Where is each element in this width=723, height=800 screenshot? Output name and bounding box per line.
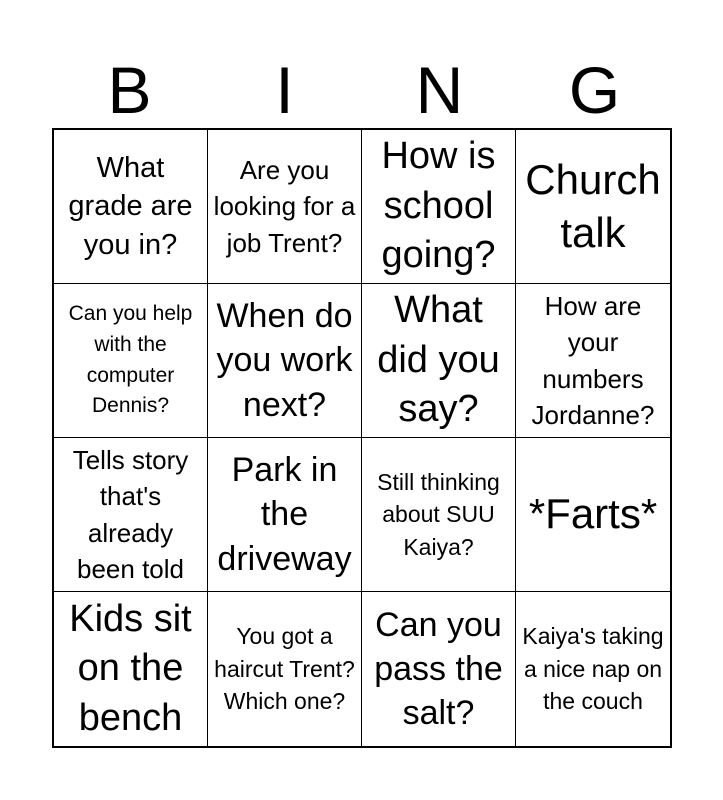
cell-text: How is school going? bbox=[381, 135, 496, 277]
cell-text: Church talk bbox=[525, 156, 661, 256]
cell-text: Still thinking about SUU Kaiya? bbox=[377, 468, 500, 560]
cell-text: You got a haircut Trent? Which one? bbox=[214, 623, 355, 715]
bingo-header bbox=[52, 52, 672, 128]
bingo-cell[interactable] bbox=[362, 284, 516, 438]
header-letter-b: B bbox=[107, 53, 152, 127]
cell-text: When do you work next? bbox=[216, 297, 353, 424]
bingo-cell[interactable] bbox=[208, 284, 362, 438]
bingo-cell[interactable] bbox=[362, 130, 516, 284]
bingo-cell[interactable] bbox=[208, 438, 362, 592]
bingo-cell[interactable] bbox=[516, 438, 670, 592]
bingo-cell[interactable] bbox=[516, 130, 670, 284]
header-letter-i: I bbox=[275, 53, 294, 127]
cell-text: Kids sit on the bench bbox=[69, 597, 192, 739]
cell-text: *Farts* bbox=[528, 490, 658, 538]
cell-text: Kaiya's taking a nice nap on the couch bbox=[522, 623, 664, 715]
bingo-cell[interactable] bbox=[362, 592, 516, 746]
bingo-cell[interactable] bbox=[208, 592, 362, 746]
bingo-cell[interactable] bbox=[362, 438, 516, 592]
cell-text: Tells story that's already been told bbox=[72, 444, 189, 584]
bingo-cell[interactable] bbox=[516, 592, 670, 746]
header-letter-n: N bbox=[415, 53, 464, 127]
cell-text: Can you pass the salt? bbox=[374, 605, 503, 733]
bingo-cell[interactable] bbox=[54, 438, 208, 592]
bingo-board bbox=[52, 128, 672, 748]
cell-text: What did you say? bbox=[377, 289, 500, 431]
cell-text: Can you help with the computer Dennis? bbox=[68, 301, 193, 418]
bingo-cell[interactable] bbox=[54, 592, 208, 746]
bingo-cell[interactable] bbox=[516, 284, 670, 438]
cell-text: Are you looking for a job Trent? bbox=[213, 154, 356, 258]
bingo-cell[interactable] bbox=[54, 284, 208, 438]
bingo-cell[interactable] bbox=[208, 130, 362, 284]
cell-text: How are your numbers Jordanne? bbox=[531, 290, 655, 430]
header-letter-g: G bbox=[568, 53, 621, 127]
cell-text: Park in the driveway bbox=[217, 451, 352, 578]
cell-text: What grade are you in? bbox=[68, 151, 193, 261]
bingo-cell[interactable] bbox=[54, 130, 208, 284]
